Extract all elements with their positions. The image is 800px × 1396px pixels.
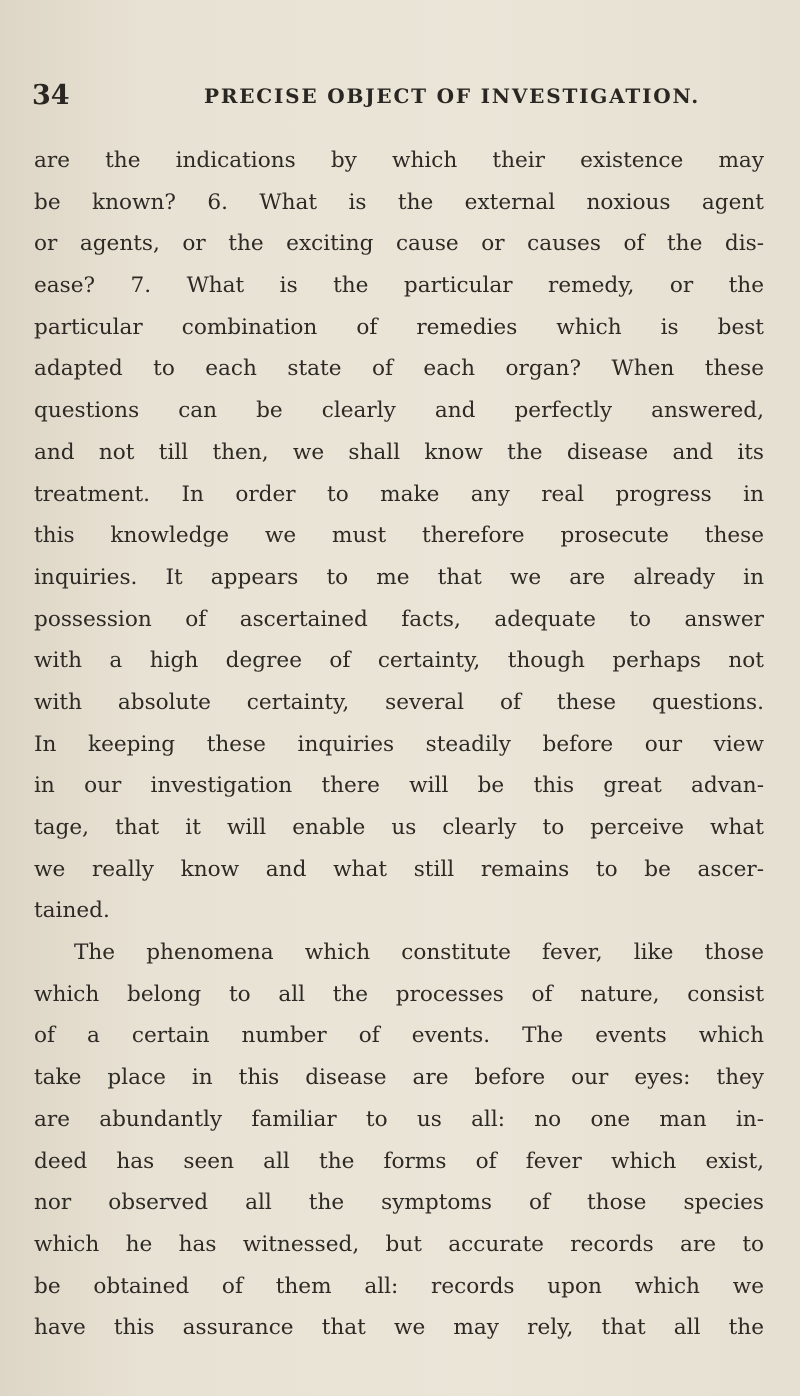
text-line: deed has seen all the forms of fever which exist, [34,1148,764,1174]
body-text [34,140,764,1349]
page-header [32,80,772,120]
text-line: with absolute certainty, several of these questions. [34,689,764,715]
text-line: ease? 7. What is the particular remedy, or the [34,273,764,299]
text-line: are the indications by which their existence may [34,148,764,173]
text-line: which belong to all the processes of nature, consist [34,981,764,1007]
text-line: possession of ascertained facts, adequate to answer [34,606,764,632]
text-line: inquiries. It appears to me that we are already in [34,564,764,590]
text-line: particular combination of remedies which is best [34,314,764,340]
text-line: questions can be clearly and perfectly answered, [34,398,764,424]
paragraph-first-line: The phenomena which constitute fever, like those [74,940,764,966]
text-line: tained. [34,898,110,924]
text-line: which he has witnessed, but accurate records are to [34,1231,764,1257]
text-line: tage, that it will enable us clearly to perceive what [34,815,764,840]
text-line: take place in this disease are before our eyes: they [34,1065,764,1091]
text-line: this knowledge we must therefore prosecute these [34,523,764,549]
text-line: of a certain number of events. The events which [34,1023,764,1049]
page-number: 34 [32,80,70,111]
text-line: we really know and what still remains to be ascer- [34,856,764,882]
text-line: be known? 6. What is the external noxious agent [34,189,764,215]
text-line: have this assurance that we may rely, that all the [34,1315,764,1341]
text-line: treatment. In order to make any real progress in [34,481,764,507]
text-line: be obtained of them all: records upon which we [34,1273,764,1299]
text-line: with a high degree of certainty, though perhaps not [34,648,764,674]
text-line: nor observed all the symptoms of those species [34,1190,764,1216]
text-line: and not till then, we shall know the disease and its [34,439,764,465]
text-line: In keeping these inquiries steadily before our view [34,731,764,757]
text-line: are abundantly familiar to us all: no one man in- [34,1106,764,1132]
running-head: PRECISE OBJECT OF INVESTIGATION. [204,84,701,108]
text-line: in our investigation there will be this great advan- [34,773,764,799]
text-line: adapted to each state of each organ? When these [34,356,764,382]
text-line: or agents, or the exciting cause or causes of the dis- [34,231,764,257]
